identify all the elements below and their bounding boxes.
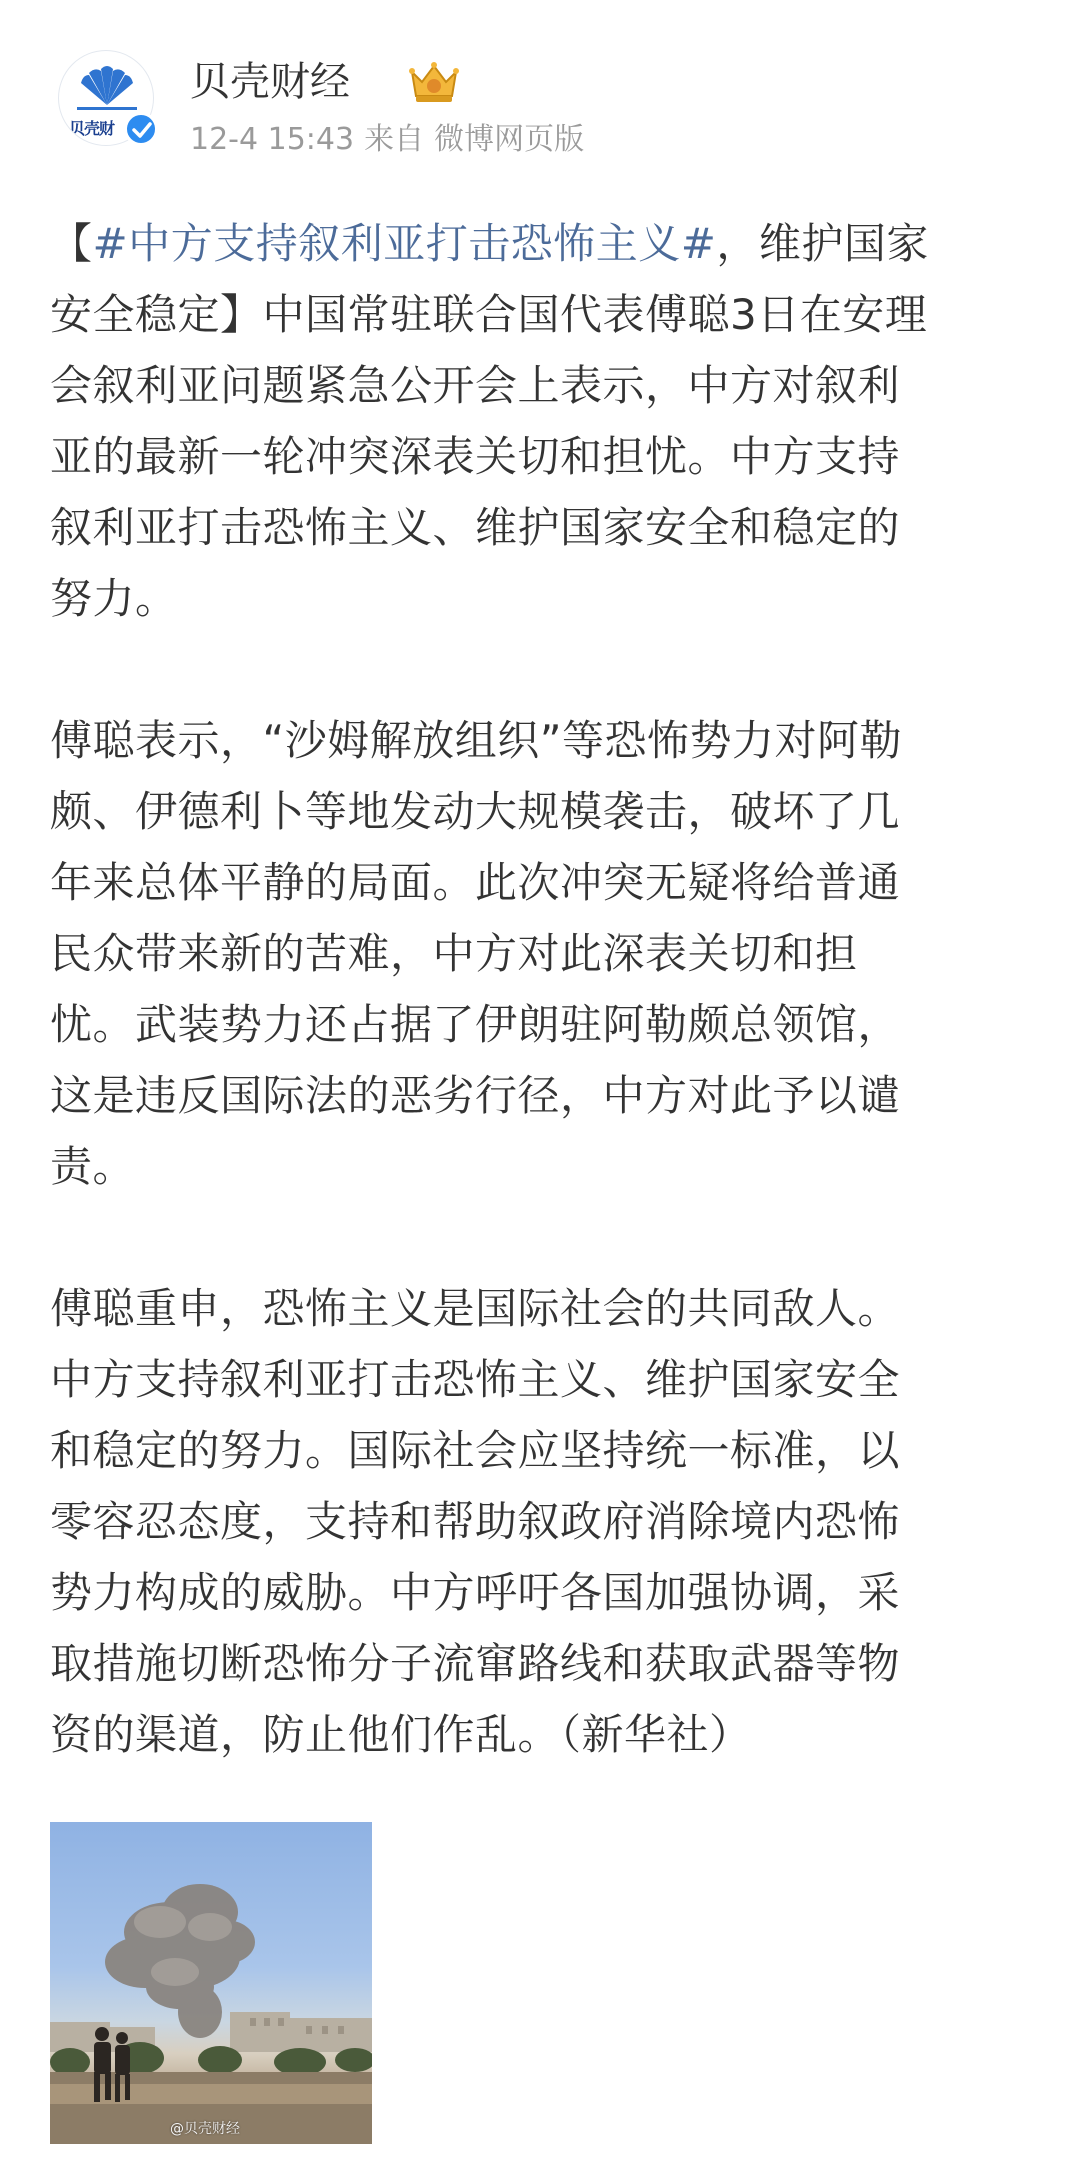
avatar-label: 贝壳财 — [69, 119, 115, 138]
paragraph-gap — [50, 1202, 1040, 1273]
paragraph-2 — [50, 705, 1040, 1202]
text-line: 资的渠道，防止他们作乱。（新华社） — [50, 1710, 752, 1759]
text-line: 安全稳定】中国常驻联合国代表傅聪3日在安理 — [50, 290, 928, 339]
text-line: 会叙利亚问题紧急公开会上表示，中方对叙利 — [50, 361, 901, 410]
post-content — [50, 208, 1040, 1770]
gold-crown-icon[interactable] — [406, 58, 462, 106]
paragraph-gap — [50, 634, 1040, 705]
topic-hashtag-link[interactable]: #中方支持叙利亚打击恐怖主义# — [92, 219, 717, 268]
text-line: 叙利亚打击恐怖主义、维护国家安全和稳定的 — [50, 503, 901, 552]
post-meta — [190, 120, 594, 160]
paragraph-1 — [50, 208, 1040, 634]
text-line: 傅聪重申，恐怖主义是国际社会的共同敌人。 — [50, 1284, 901, 1333]
verified-check-icon — [124, 112, 158, 146]
source-prefix: 来自 — [364, 122, 425, 157]
text-line: 取措施切断恐怖分子流窜路线和获取武器等物 — [50, 1639, 901, 1688]
text-line: 中方支持叙利亚打击恐怖主义、维护国家安全 — [50, 1355, 901, 1404]
text-line: 责。 — [50, 1142, 136, 1191]
post-photo[interactable] — [50, 1822, 372, 2144]
post-date: 12-4 15:43 — [190, 122, 355, 157]
text-line: 这是违反国际法的恶劣行径，中方对此予以谴 — [50, 1071, 901, 1120]
text-line: 努力。 — [50, 574, 178, 623]
paragraph-3 — [50, 1273, 1040, 1770]
account-name[interactable]: 贝壳财经 — [190, 59, 350, 105]
text-line: 民众带来新的苦难，中方对此深表关切和担 — [50, 929, 858, 978]
photo-watermark: @贝壳财经 — [170, 2121, 240, 2137]
text-line: 年来总体平静的局面。此次冲突无疑将给普通 — [50, 858, 901, 907]
text-line: 颇、伊德利卜等地发动大规模袭击，破坏了几 — [50, 787, 901, 836]
post-header — [52, 40, 1032, 180]
text-line: 亚的最新一轮冲突深表关切和担忧。中方支持 — [50, 432, 901, 481]
text-line: 和稳定的努力。国际社会应坚持统一标准，以 — [50, 1426, 901, 1475]
text-line: 零容忍态度，支持和帮助叙政府消除境内恐怖 — [50, 1497, 901, 1546]
text-line: 忧。武装势力还占据了伊朗驻阿勒颇总领馆， — [50, 1000, 901, 1049]
explosion-scene-image — [50, 1822, 372, 2144]
post-source[interactable]: 微博网页版 — [434, 122, 585, 157]
text-line: 【#中方支持叙利亚打击恐怖主义#，维护国家 — [50, 219, 929, 268]
text-line: 势力构成的威胁。中方呼吁各国加强协调，采 — [50, 1568, 901, 1617]
text-line: 傅聪表示，“沙姆解放组织”等恐怖势力对阿勒 — [50, 716, 903, 765]
